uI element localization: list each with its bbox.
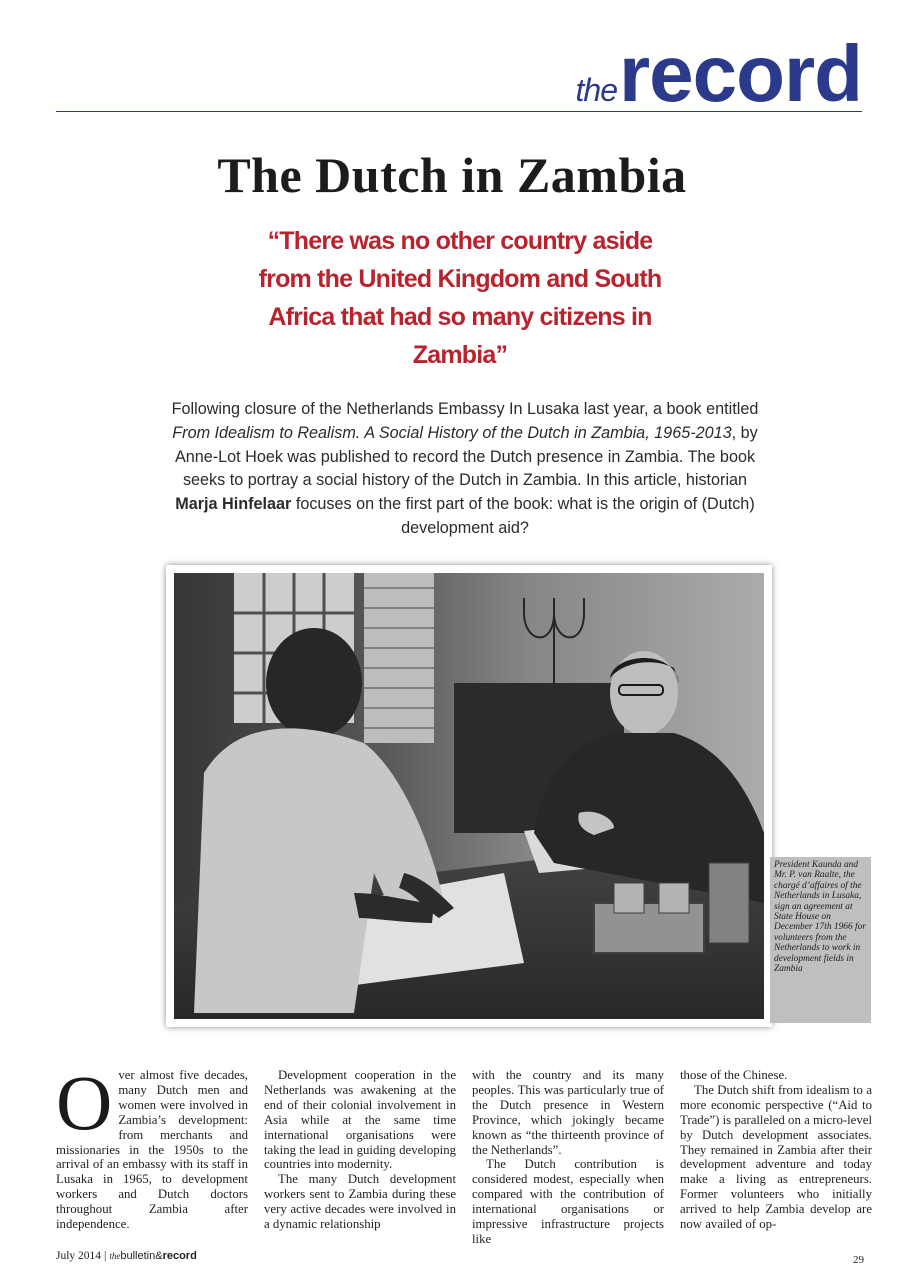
issue-date: July 2014 [56,1250,102,1262]
body-column-3 [472,1068,664,1247]
article-intro: Following closure of the Netherlands Embassy In Lusaka last year, a book entitled From Idealism to Realism. A Social History of the Dutch in Zambia, 1965-2013, by Anne-Lot Hoek was published to record the Dutch presence in Zambia. The book seeks to portray a social history of the Dutch in Zambia. In this article, historian Marja Hinfelaar focuses on the first part of the book: what is the origin of (Dutch) development aid? [171,400,759,537]
body-paragraph: Development cooperation in the Netherlands was awakening at the end of their colonial involvement in Asia while at the same time international organisations were taking the lead in guiding developing countries into modernity. [264,1068,456,1172]
pull-quote: “There was no other country aside from the United Kingdom and South Africa that had so many citizens in Zambia” [258,227,662,369]
article-title: The Dutch in Zambia [217,147,687,203]
body-column-2 [264,1068,456,1232]
signing-ceremony-photo [174,573,764,1019]
article-body [56,1059,872,1246]
author-name: Marja Hinfelaar [175,495,292,514]
body-paragraph: The Dutch contribution is considered modest, especially when compared with the contribution of international organisations or impressive infrastructure projects like [472,1157,664,1246]
body-paragraph: The many Dutch development workers sent to Zambia during these very active decades were involved in a dynamic relationship [264,1172,456,1232]
body-paragraph: The Dutch shift from idealism to a more economic perspective (“Aid to Trade”) is paralleled on a micro-level by Dutch development associates. They remained in Zambia after their development adventure and today make a living as entrepreneurs. Former volunteers who initially arrived to help Zambia develop are now availed of op- [680,1082,872,1232]
body-paragraph: with the country and its many peoples. This was particularly true of the Dutch presence in Western Province, which jokingly became known as “the thirteenth province of the Netherlands”. [472,1068,664,1157]
photo-caption: President Kaunda and Mr. P. van Raalte, the chargé d’affaires of the Netherlands in Lusaka, sign an agreement at State House on December 17th 1966 for volunteers from the Netherlands to work in development fields in Zambia [774,860,866,975]
book-title: From Idealism to Realism. A Social History of the Dutch in Zambia, 1965-2013 [172,423,732,442]
body-column-4 [680,1068,872,1232]
photo-frame [166,565,772,1027]
masthead-logo [575,29,862,118]
drop-cap: O [56,1059,113,1146]
body-paragraph: those of the Chinese. [680,1068,788,1082]
masthead-the: the [575,72,618,108]
masthead-record: record [619,29,862,118]
photo-caption-box [770,857,871,1023]
body-column-1: Over almost five decades, many Dutch men and women were involved in Zambia’s development: from merchants and missionaries in the 1950s to the arrival of an embassy with its staff in Lusaka in 1965, to development workers and Dutch doctors throughout Zambia after independence. [56,1059,248,1232]
page-number: 29 [853,1254,864,1266]
footer-issue: July 2014 | thebulletin&record [56,1250,197,1262]
header-divider [56,111,862,112]
